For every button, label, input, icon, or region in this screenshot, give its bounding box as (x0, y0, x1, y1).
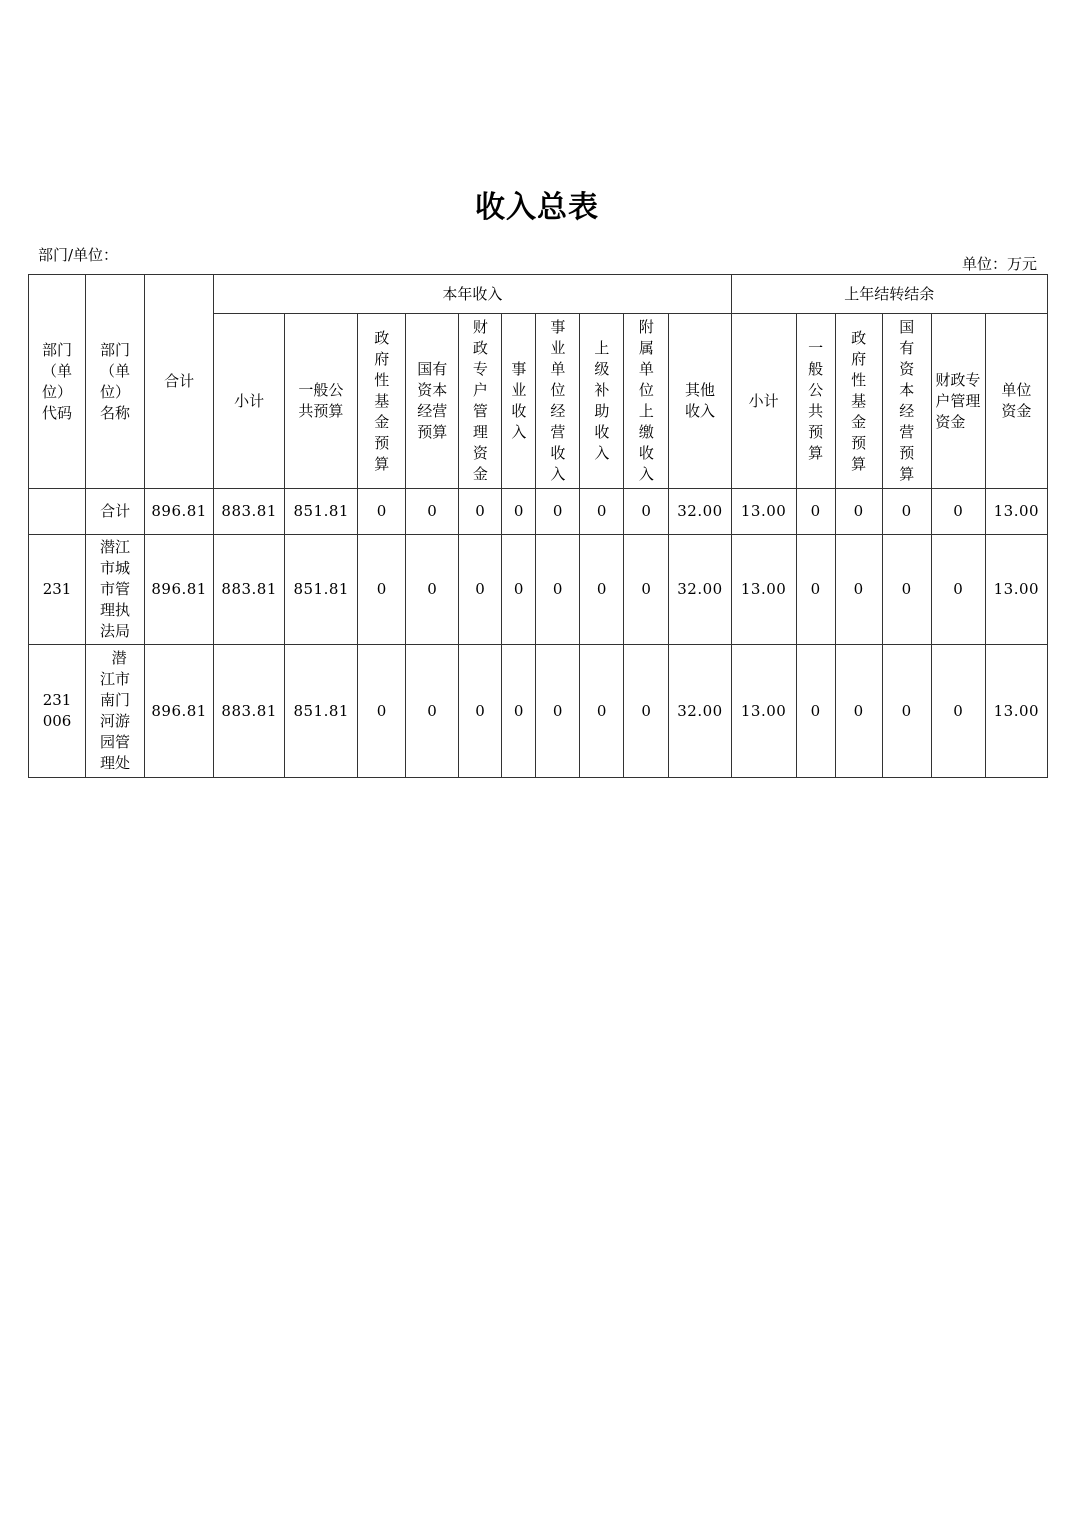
cell-value: 13.00 (731, 489, 796, 535)
cell-value: 0 (835, 489, 882, 535)
header-current-business-income: 事业收入 (502, 314, 536, 489)
cell-total: 896.81 (145, 535, 214, 645)
cell-value: 32.00 (669, 535, 731, 645)
cell-value: 0 (358, 489, 406, 535)
header-prior-year-carryover: 上年结转结余 (731, 275, 1047, 314)
currency-unit-label: 单位：万元 (961, 255, 1037, 273)
header-prior-unit-funds: 单位资金 (985, 314, 1047, 489)
cell-value: 883.81 (214, 489, 285, 535)
cell-value: 0 (358, 645, 406, 778)
table-row (29, 645, 1048, 778)
header-prior-special-account: 财政专户管理资金 (931, 314, 985, 489)
cell-value: 0 (796, 535, 835, 645)
cell-value: 0 (931, 645, 985, 778)
header-current-special-account: 财政专户管理资金 (459, 314, 502, 489)
cell-value: 0 (459, 535, 502, 645)
cell-value: 0 (796, 645, 835, 778)
cell-value: 0 (931, 489, 985, 535)
cell-value: 13.00 (731, 535, 796, 645)
header-dept-code: 部门（单位）代码 (29, 275, 86, 489)
cell-value: 883.81 (214, 645, 285, 778)
header-current-year-income: 本年收入 (214, 275, 731, 314)
header-current-state-capital: 国有资本经营预算 (406, 314, 459, 489)
header-current-superior-subsidy: 上级补助收入 (580, 314, 624, 489)
cell-name: 潜江市城市管理执法局 (86, 535, 145, 645)
cell-code (29, 489, 86, 535)
cell-value: 851.81 (285, 489, 358, 535)
table-row (29, 535, 1048, 645)
cell-value: 0 (624, 645, 669, 778)
header-current-business-operating: 事业单位经营收入 (536, 314, 580, 489)
cell-value: 0 (882, 535, 931, 645)
header-current-gov-fund: 政府性基金预算 (358, 314, 406, 489)
income-summary-table (28, 274, 1048, 778)
cell-value: 851.81 (285, 645, 358, 778)
cell-value: 0 (536, 489, 580, 535)
cell-value: 0 (931, 535, 985, 645)
header-prior-state-capital: 国有资本经营预算 (882, 314, 931, 489)
cell-code: 231 (29, 535, 86, 645)
header-total: 合计 (145, 275, 214, 489)
cell-value: 0 (536, 535, 580, 645)
cell-value: 13.00 (731, 645, 796, 778)
cell-value: 0 (796, 489, 835, 535)
cell-code: 231006 (29, 645, 86, 778)
table-row (29, 489, 1048, 535)
cell-total: 896.81 (145, 645, 214, 778)
cell-value: 0 (502, 645, 536, 778)
cell-value: 0 (624, 489, 669, 535)
cell-value: 0 (624, 535, 669, 645)
cell-value: 851.81 (285, 535, 358, 645)
cell-name: 合计 (86, 489, 145, 535)
cell-value: 0 (882, 645, 931, 778)
cell-value: 13.00 (985, 645, 1047, 778)
cell-value: 13.00 (985, 535, 1047, 645)
page-title: 收入总表 (475, 190, 599, 225)
cell-value: 32.00 (669, 489, 731, 535)
header-current-affiliate-turnover: 附属单位上缴收入 (624, 314, 669, 489)
header-current-general-budget: 一般公共预算 (285, 314, 358, 489)
cell-value: 0 (580, 645, 624, 778)
header-prior-subtotal: 小计 (731, 314, 796, 489)
cell-value: 0 (502, 535, 536, 645)
cell-value: 0 (406, 535, 459, 645)
cell-value: 0 (580, 489, 624, 535)
header-current-subtotal: 小计 (214, 314, 285, 489)
header-current-other-income: 其他收入 (669, 314, 731, 489)
header-prior-general-budget: 一般公共预算 (796, 314, 835, 489)
cell-value: 0 (459, 645, 502, 778)
header-dept-name: 部门（单位）名称 (86, 275, 145, 489)
cell-value: 0 (580, 535, 624, 645)
cell-value: 0 (536, 645, 580, 778)
cell-value: 0 (835, 645, 882, 778)
cell-value: 0 (882, 489, 931, 535)
cell-value: 0 (406, 645, 459, 778)
cell-name: 潜江市南门河游园管理处 (86, 645, 145, 778)
cell-value: 0 (358, 535, 406, 645)
cell-value: 0 (406, 489, 459, 535)
cell-value: 32.00 (669, 645, 731, 778)
cell-value: 0 (835, 535, 882, 645)
cell-total: 896.81 (145, 489, 214, 535)
cell-value: 13.00 (985, 489, 1047, 535)
cell-value: 0 (502, 489, 536, 535)
dept-unit-label: 部门/单位： (38, 246, 119, 264)
cell-value: 883.81 (214, 535, 285, 645)
header-prior-gov-fund: 政府性基金预算 (835, 314, 882, 489)
cell-value: 0 (459, 489, 502, 535)
